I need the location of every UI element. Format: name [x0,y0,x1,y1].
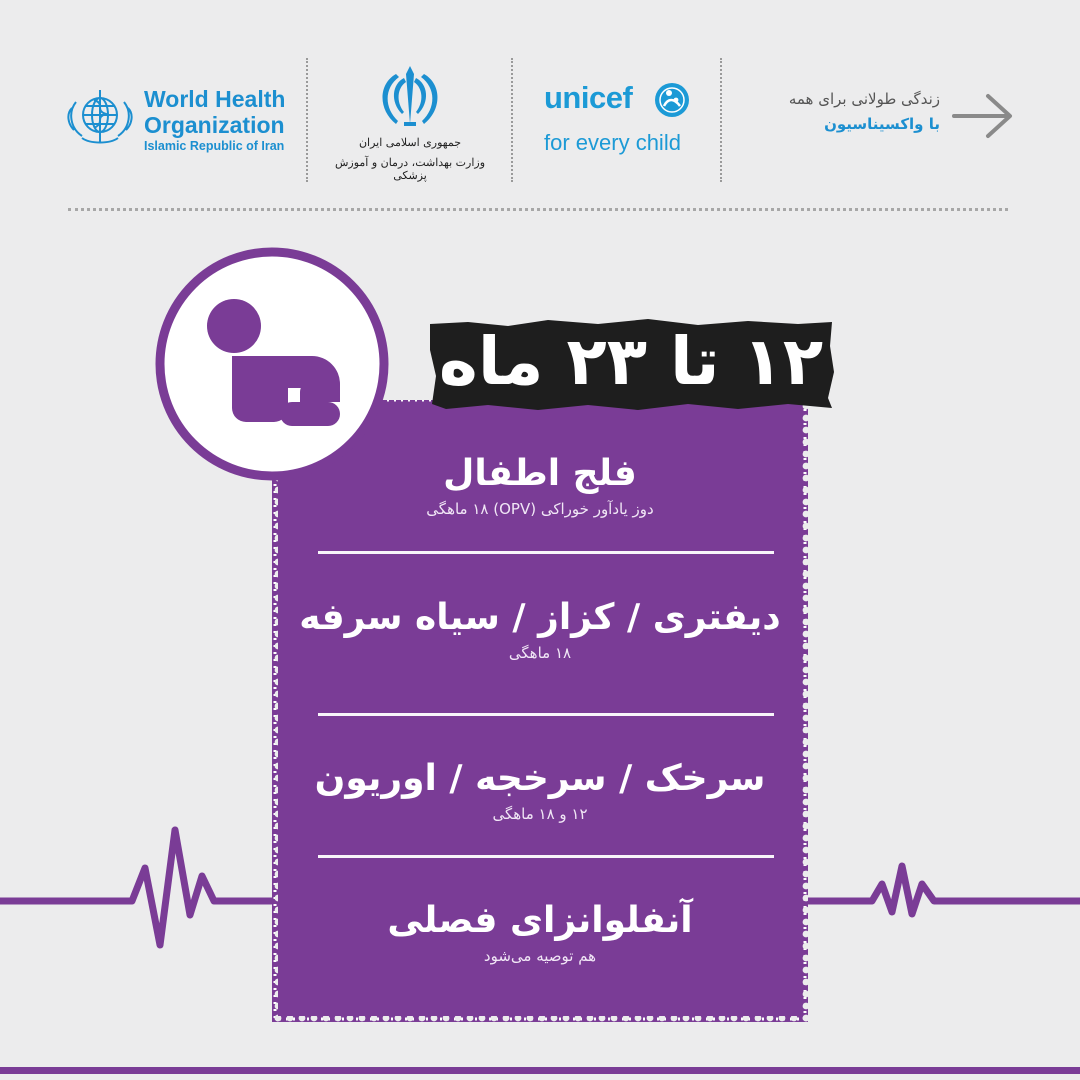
card-divider [318,551,774,555]
unicef-name: unicef [544,80,633,115]
vaccine-item [286,757,794,825]
vaccine-name: فلج اطفال [443,453,637,494]
vaccine-item [286,452,794,520]
slogan-line2: با واکسیناسیون [824,115,940,133]
unicef-tagline: for every child [544,130,681,155]
vaccine-note: ۱۸ ماهگی [508,644,572,662]
vaccine-note: ۱۲ و ۱۸ ماهگی [492,805,588,823]
vaccine-item [286,899,794,967]
slogan-line1: زندگی طولانی برای همه [788,90,940,108]
card-divider [318,855,774,859]
card-divider [318,713,774,717]
baby-circle [152,244,392,484]
who-name-line1: World Health [144,86,286,112]
vaccine-note: هم توصیه می‌شود [483,947,597,965]
vaccine-name: دیفتری / کزاز / سیاه سرفه [299,597,781,638]
who-subtitle: Islamic Republic of Iran [144,139,285,153]
vaccine-note: دوز یادآور خوراکی (OPV) ۱۸ ماهگی [426,500,654,518]
age-title: ۱۲ تا ۲۳ ماه [438,323,824,400]
vaccine-name: آنفلوانزای فصلی [387,900,693,941]
who-name-line2: Organization [144,112,285,138]
vaccine-item [286,596,794,664]
bottom-border-line [0,1067,1080,1074]
iran-ministry-line1: جمهوری اسلامی ایران [358,136,462,149]
vaccine-name: سرخک / سرخجه / اوریون [314,758,766,799]
iran-ministry-line2: وزارت بهداشت، درمان و آموزش پزشکی [334,156,486,182]
